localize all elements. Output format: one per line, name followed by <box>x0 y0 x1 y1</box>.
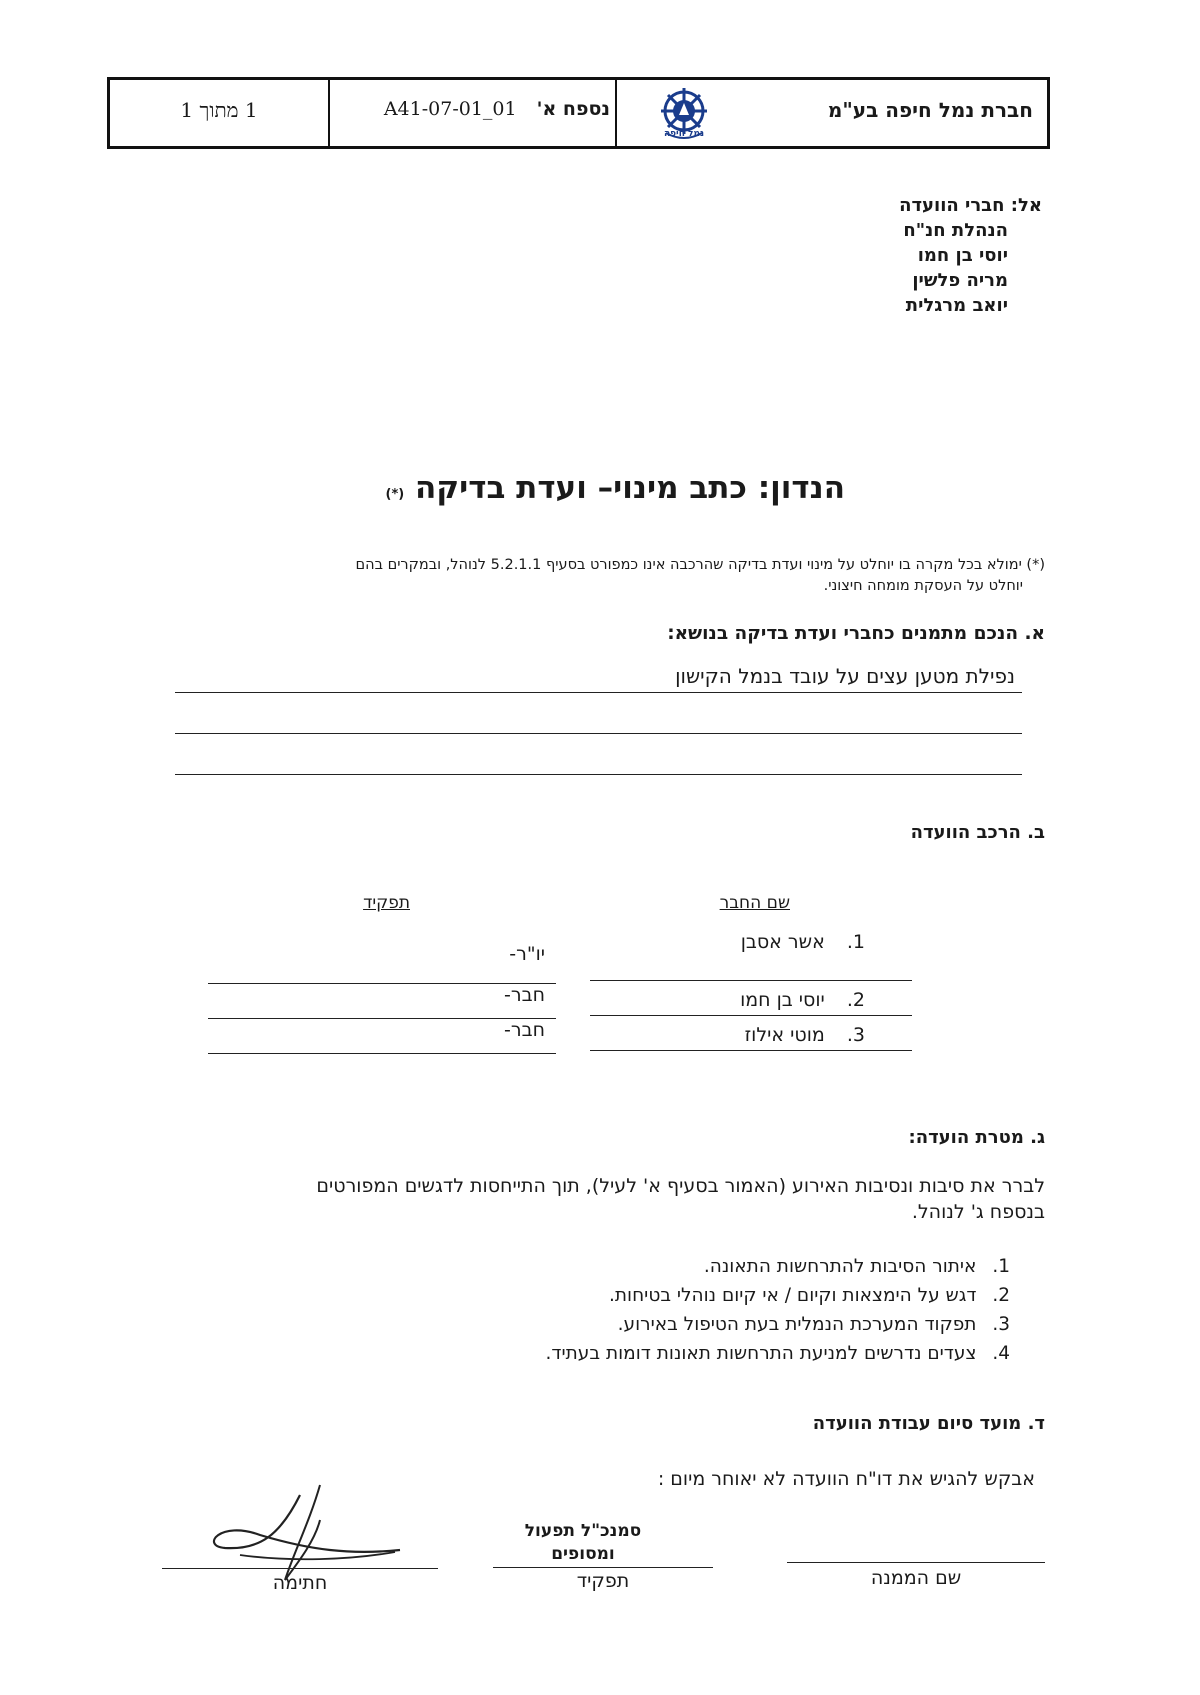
section-a-subject: נפילת מטען עצים על עובד בנמל הקישון <box>675 664 1015 688</box>
signature-line <box>162 1568 438 1569</box>
member-row <box>740 989 865 1011</box>
recipient-line: יוסי בן חמו <box>917 245 1008 266</box>
item-text: דגש על הימצאות וקיום / אי קיום נוהלי בטיחות. <box>609 1285 977 1306</box>
role-value-line: ומסופים <box>551 1544 615 1564</box>
company-logo <box>652 85 716 145</box>
purpose-list <box>310 1252 1010 1368</box>
signature-label: חתימה <box>272 1572 328 1594</box>
company-name: חברת נמל חיפה בע"מ <box>827 98 1033 122</box>
to-label: אל: <box>1010 195 1042 216</box>
section-a-heading: א. הנכם מתמנים כחברי ועדת בדיקה בנושא: <box>667 623 1045 644</box>
recipient-line: יואב מרגלית <box>905 295 1008 316</box>
section-b-heading: ב. הרכב הוועדה <box>910 822 1045 843</box>
member-number: 1. <box>846 931 865 953</box>
list-item <box>310 1281 1010 1310</box>
signature-line <box>493 1567 713 1568</box>
recipient-name: חברי הוועדה <box>899 195 1005 216</box>
appointer-label: שם הממנה <box>870 1567 962 1589</box>
subject-line <box>386 470 846 506</box>
footnote <box>165 555 1045 597</box>
item-text: צעדים נדרשים למניעת התרחשות תאונות דומות בעתיד. <box>545 1343 977 1364</box>
member-number: 2. <box>846 989 865 1011</box>
fill-line <box>590 980 912 981</box>
intro-line: בנספח ג' לנוהל. <box>911 1201 1045 1223</box>
intro-line: לברר את סיבות ונסיבות האירוע (האמור בסעיף א' לעיל), תוך התייחסות לדגשים המפורטים <box>316 1175 1045 1197</box>
subject-text: כתב מינוי– ועדת בדיקה <box>414 470 747 506</box>
footnote-line: יוחלט על העסקת מומחה חיצוני. <box>823 578 1023 594</box>
member-role: חבר- <box>504 1019 545 1041</box>
section-d-heading: ד. מועד סיום עבודת הוועדה <box>812 1413 1045 1434</box>
member-name: יוסי בן חמו <box>740 989 825 1011</box>
fill-line <box>175 692 1022 693</box>
section-c-intro <box>165 1173 1045 1225</box>
item-text: איתור הסיבות להתרחשות התאונה. <box>703 1256 977 1277</box>
member-role: חבר- <box>504 984 545 1006</box>
recipient-line: הנהלת חנ"ח <box>903 220 1008 241</box>
member-name: אשר אסבן <box>740 931 825 953</box>
list-item <box>310 1252 1010 1281</box>
list-item <box>310 1339 1010 1368</box>
fill-line <box>175 774 1022 775</box>
item-number: 4. <box>992 1343 1010 1364</box>
page-number: 1 מתוך 1 <box>180 98 258 122</box>
member-name: מוטי אילוז <box>744 1024 825 1046</box>
role-value <box>493 1520 673 1566</box>
section-d-text: אבקש להגיש את דו"ח הוועדה לא יאוחר מיום : <box>657 1468 1035 1490</box>
recipients-block <box>899 193 1042 318</box>
col-header-role: תפקיד <box>363 893 410 913</box>
doc-code: A41-07-01_01 <box>383 98 517 120</box>
item-number: 2. <box>992 1285 1010 1306</box>
fill-line <box>175 733 1022 734</box>
list-item <box>310 1310 1010 1339</box>
fill-line <box>208 1053 556 1054</box>
item-text: תפקוד המערכת הנמלית בעת הטיפול באירוע. <box>617 1314 977 1335</box>
signature-line <box>787 1562 1045 1563</box>
header-divider <box>328 80 330 146</box>
member-role: יו"ר- <box>509 943 545 965</box>
member-number: 3. <box>846 1024 865 1046</box>
footnote-line: (*) ימולא בכל מקרה בו יוחלט על מינוי ועדת בדיקה שהרכבה אינו כמפורט בסעיף 5.2.1.1 לנוהל, ובמקרים בהם <box>355 557 1045 573</box>
item-number: 3. <box>992 1314 1010 1335</box>
member-row <box>745 1024 865 1046</box>
appendix-label: נספח א' <box>536 98 610 120</box>
document-header <box>107 77 1050 149</box>
member-row <box>741 931 865 953</box>
section-c-heading: ג. מטרת הועדה: <box>908 1127 1045 1148</box>
recipient-line: מריה פלשין <box>912 270 1008 291</box>
item-number: 1. <box>992 1256 1010 1277</box>
role-value-line: סמנכ"ל תפעול <box>524 1521 642 1541</box>
recipient-line <box>899 193 1042 218</box>
fill-line <box>590 1015 912 1016</box>
subject-label: הנדון: <box>757 470 845 506</box>
footnote-marker: (*) <box>385 487 405 502</box>
fill-line <box>590 1050 912 1051</box>
role-label: תפקיד <box>576 1570 630 1592</box>
doc-code-cell <box>335 98 610 120</box>
logo-text: נמל חיפה <box>663 129 705 139</box>
header-divider <box>615 80 617 146</box>
col-header-name: שם החבר <box>719 893 790 913</box>
